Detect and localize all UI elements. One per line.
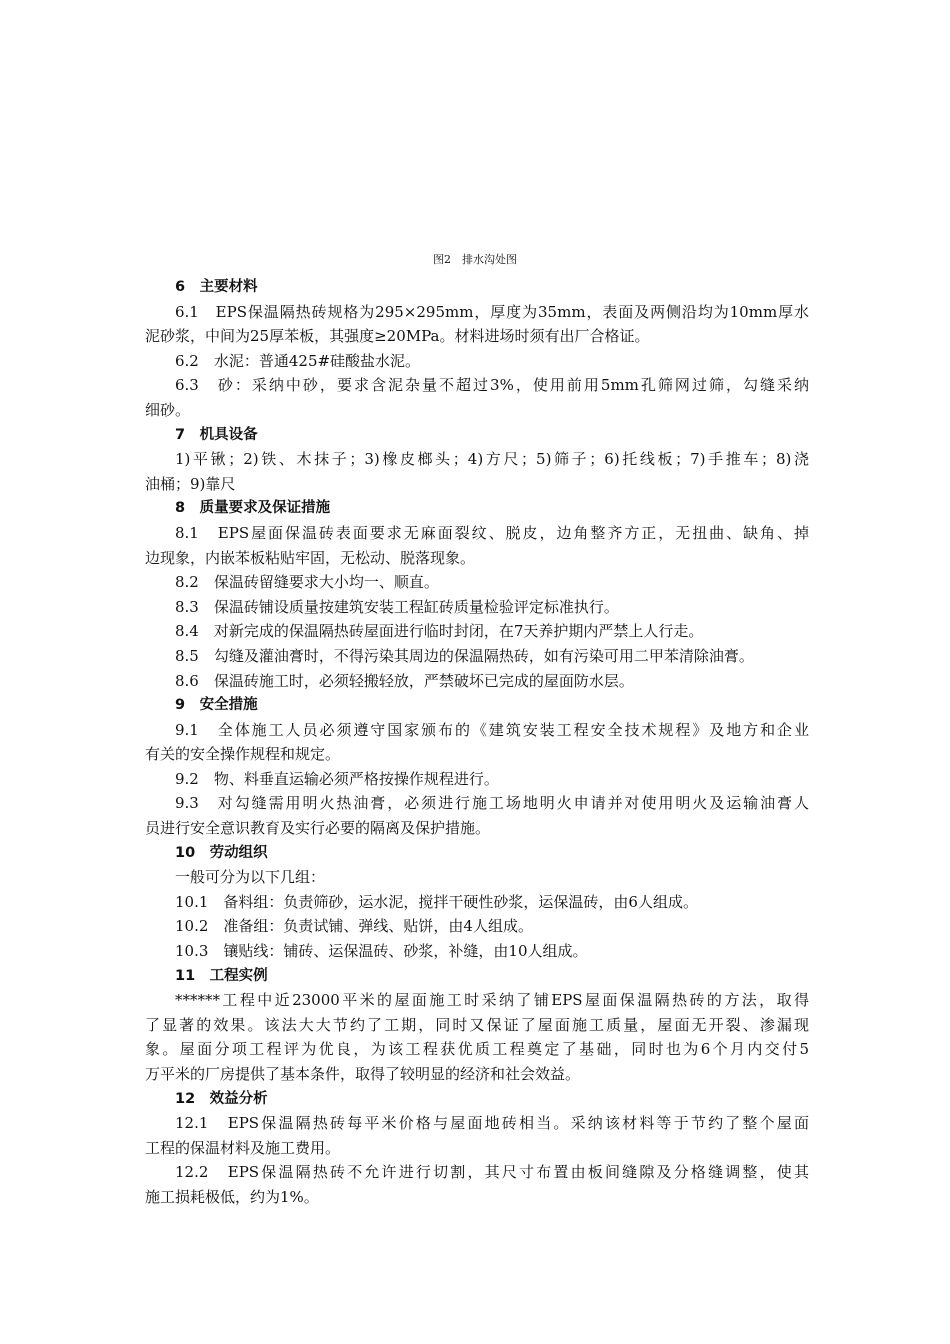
paragraph-line: 9.3 对勾缝需用明火热油膏，必须进行施工场地明火申请并对使用明火及运输油膏人: [175, 794, 809, 813]
paragraph-line: ******工程中近23000平米的屋面施工时采纳了铺EPS屋面保温隔热砖的方法，取得: [175, 991, 809, 1010]
paragraph-line: 象。屋面分项工程评为优良，为该工程获优质工程奠定了基础，同时也为6个月内交付5: [145, 1040, 809, 1059]
paragraph-line: 1)平锹；2)铁、木抹子；3)橡皮榔头；4)方尺；5)筛子；6)托线板；7)手推车；8)浇: [175, 450, 809, 469]
paragraph-line: 8.2 保温砖留缝要求大小均一、顺直。: [175, 573, 439, 592]
figure-image-area: [145, 40, 805, 240]
paragraph-line: 9.2 物、料垂直运输必须严格按操作规程进行。: [175, 769, 499, 788]
section-heading: 7 机具设备: [175, 426, 258, 443]
paragraph-line: 6.3 砂：采纳中砂，要求含泥杂量不超过3%，使用前用5mm孔筛网过筛，勾缝采纳: [175, 376, 809, 395]
section-heading: 8 质量要求及保证措施: [175, 500, 331, 517]
paragraph-line: 一般可分为以下几组：: [175, 868, 326, 887]
paragraph-line: 10.2 准备组：负责试铺、弹线、贴饼，由4人组成。: [175, 917, 533, 936]
paragraph-line: 有关的安全操作规程和规定。: [145, 745, 341, 764]
paragraph-line: 8.6 保温砖施工时，必须轻搬轻放，严禁破坏已完成的屋面防水层。: [175, 671, 634, 690]
paragraph-line: 边现象，内嵌苯板粘贴牢固，无松动、脱落现象。: [145, 548, 476, 567]
paragraph-line: 6.1 EPS保温隔热砖规格为295×295mm，厚度为35mm，表面及两侧沿均为10mm厚水: [175, 302, 809, 321]
paragraph-line: 细砂。: [145, 400, 191, 419]
paragraph-line: 8.4 对新完成的保温隔热砖屋面进行临时封闭，在7天养护期内严禁上人行走。: [175, 622, 704, 641]
paragraph-line: 8.5 勾缝及灌油膏时，不得污染其周边的保温隔热砖，如有污染可用二甲苯清除油膏。: [175, 646, 754, 665]
paragraph-line: 10.3 镶贴线：铺砖、运保温砖、砂浆，补缝，由10人组成。: [175, 942, 588, 961]
section-heading: 9 安全措施: [175, 697, 258, 714]
document-body: [145, 275, 809, 1210]
section-heading: 12 效益分析: [175, 1090, 268, 1107]
paragraph-line: 了显著的效果。该法大大节约了工期，同时又保证了屋面施工质量，屋面无开裂、渗漏现: [145, 1015, 809, 1034]
section-heading: 11 工程实例: [175, 967, 268, 984]
paragraph-line: 员进行安全意识教育及实行必要的隔离及保护措施。: [145, 819, 491, 838]
paragraph-line: 10.1 备料组：负责筛砂，运水泥，搅拌干硬性砂浆，运保温砖，由6人组成。: [175, 892, 698, 911]
paragraph-line: 9.1 全体施工人员必须遵守国家颁布的《建筑安装工程安全技术规程》及地方和企业: [175, 720, 809, 739]
paragraph-line: 工程的保温材料及施工费用。: [145, 1138, 341, 1157]
paragraph-line: 6.2 水泥：普通425#硅酸盐水泥。: [175, 351, 421, 370]
paragraph-line: 12.2 EPS保温隔热砖不允许进行切割，其尺寸布置由板间缝隙及分格缝调整，使其: [175, 1163, 809, 1182]
section-heading: 6 主要材料: [175, 279, 258, 295]
paragraph-line: 万平米的厂房提供了基本条件，取得了较明显的经济和社会效益。: [145, 1065, 581, 1083]
paragraph-line: 8.3 保温砖铺设质量按建筑安装工程缸砖质量检验评定标准执行。: [175, 597, 619, 616]
paragraph-line: 12.1 EPS保温隔热砖每平米价格与屋面地砖相当。采纳该材料等于节约了整个屋面: [175, 1114, 809, 1133]
paragraph-line: 施工损耗极低，约为1%。: [145, 1187, 319, 1206]
paragraph-line: 油桶；9)靠尺: [145, 474, 236, 493]
section-heading: 10 劳动组织: [175, 844, 268, 861]
paragraph-line: 8.1 EPS屋面保温砖表面要求无麻面裂纹、脱皮，边角整齐方正，无扭曲、缺角、掉: [175, 523, 809, 542]
paragraph-line: 泥砂浆，中间为25厚苯板，其强度≥20MPa。材料进场时须有出厂合格证。: [145, 327, 650, 346]
figure-caption: 图2 排水沟处图: [433, 253, 517, 266]
